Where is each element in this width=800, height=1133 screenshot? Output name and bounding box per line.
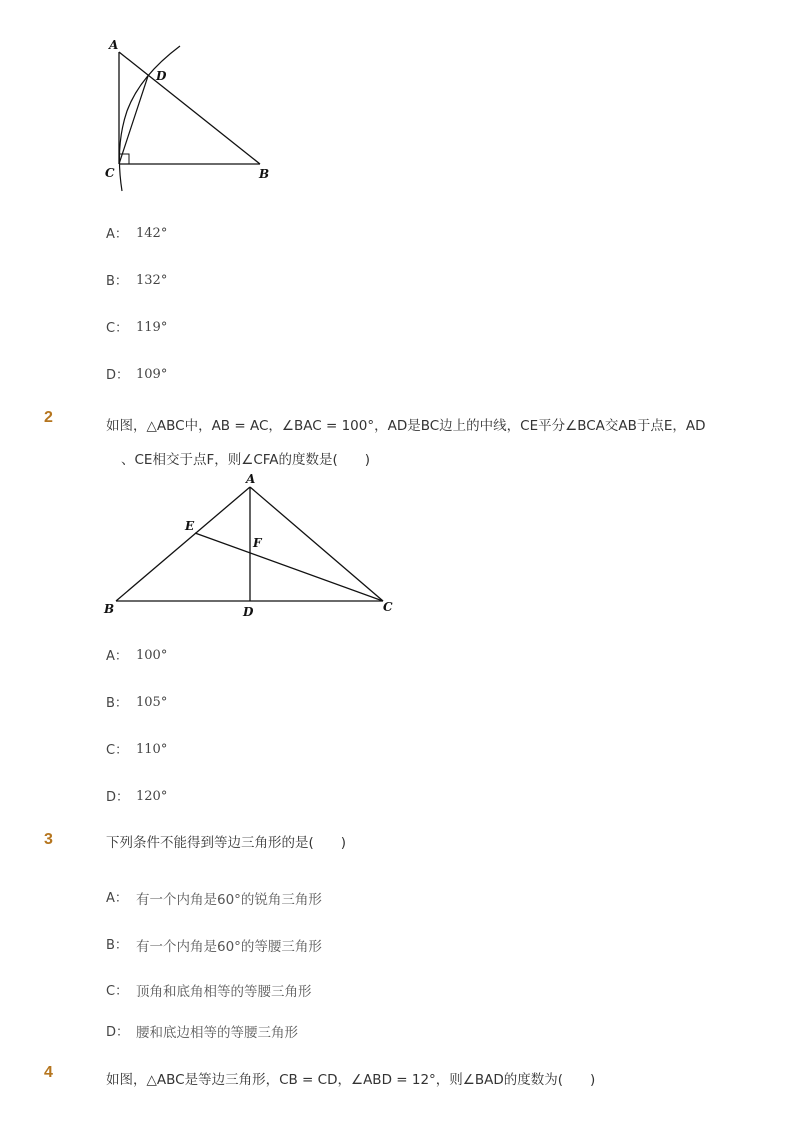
option-letter: B：: [106, 696, 128, 711]
q2-side-ac: [250, 487, 383, 601]
option-letter: A：: [106, 649, 128, 664]
q2-side-ab: [116, 487, 250, 601]
q2-text-line-1: 如图，△ABC中，AB = AC，∠BAC = 100°，AD是BC边上的中线，CE平分∠BCA交AB于点E，AD: [106, 418, 706, 434]
option-text: 109°: [136, 367, 168, 382]
question-number-4: 4: [44, 1064, 53, 1081]
option-text: 有一个内角是60°的等腰三角形: [136, 939, 322, 955]
option-letter: A：: [106, 891, 128, 906]
option-text: 119°: [136, 320, 168, 335]
option-text: 142°: [136, 226, 168, 241]
q4-text-line-1: 如图，△ABC是等边三角形，CB = CD，∠ABD = 12°，则∠BAD的度数为( ): [106, 1072, 596, 1088]
option-letter: B：: [106, 938, 128, 953]
q3-text-line-1: 下列条件不能得到等边三角形的是( ): [106, 835, 347, 851]
option-text: 110°: [136, 742, 168, 757]
option-letter: C：: [106, 984, 129, 999]
q2-text-line-2: 、CE相交于点F，则∠CFA的度数是( ): [121, 452, 371, 468]
q1-figure: [100, 36, 280, 196]
option-text: 120°: [136, 789, 168, 804]
option-letter: B：: [106, 274, 128, 289]
option-letter: D：: [106, 1025, 130, 1040]
option-text: 132°: [136, 273, 168, 288]
option-letter: D：: [106, 368, 130, 383]
q2-bisector-ce: [195, 533, 383, 601]
option-text: 顶角和底角相等的等腰三角形: [136, 984, 312, 1000]
q1-label-c: C: [105, 166, 115, 180]
option-letter: C：: [106, 321, 129, 336]
option-text: 有一个内角是60°的锐角三角形: [136, 892, 322, 908]
option-text: 105°: [136, 695, 168, 710]
q1-segment-cd: [119, 76, 148, 164]
q2-label-e: E: [185, 519, 195, 533]
q2-label-c: C: [383, 600, 393, 614]
q1-label-a: A: [109, 38, 119, 52]
option-text: 100°: [136, 648, 168, 663]
q1-label-d: D: [156, 69, 167, 83]
q2-label-b: B: [104, 602, 115, 616]
option-letter: A：: [106, 227, 128, 242]
option-letter: C：: [106, 743, 129, 758]
option-text: 腰和底边相等的等腰三角形: [136, 1025, 298, 1041]
q2-figure: [100, 470, 400, 620]
q1-arc: [119, 46, 180, 191]
option-letter: D：: [106, 790, 130, 805]
q1-label-b: B: [259, 167, 270, 181]
q1-side-ab: [119, 52, 260, 164]
q2-label-f: F: [253, 536, 262, 550]
question-number-2: 2: [44, 409, 53, 426]
q2-label-d: D: [243, 605, 254, 619]
question-number-3: 3: [44, 831, 53, 848]
q2-label-a: A: [246, 472, 256, 486]
